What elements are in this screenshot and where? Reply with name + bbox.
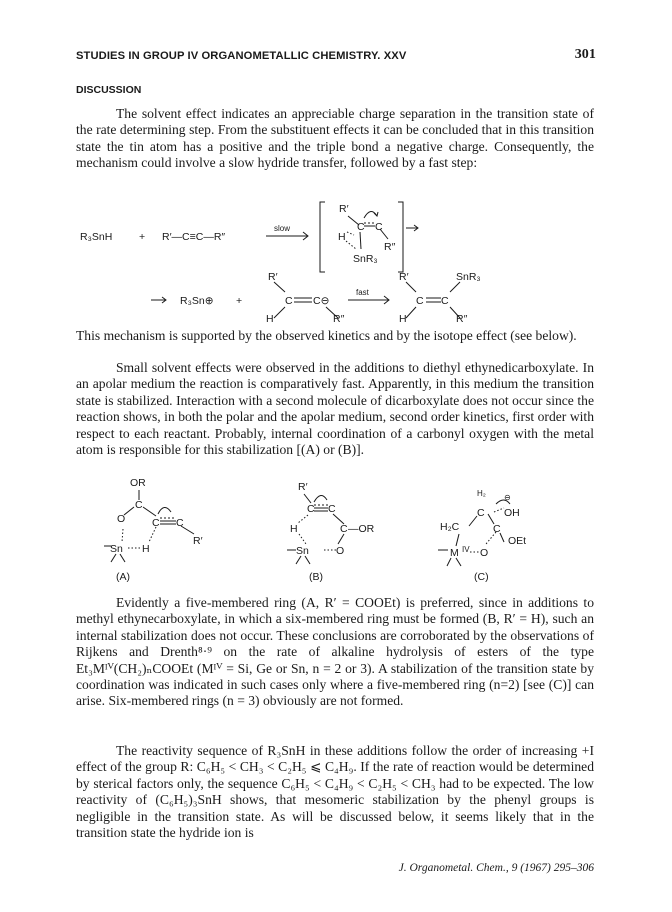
struct-b-o: O: [336, 545, 345, 557]
paragraph-1: The solvent effect indicates an appreciable charge separation in the transition state of the rate determining step. From the substituent effects it can be concluded that in this transition state the tin atom has a positive and the triple bond a negative charge. Consequently, the mechanism could involve a slow hydride transfer, followed by a fast step:: [76, 106, 594, 171]
int-r-prime: R′: [268, 271, 278, 283]
reaction-scheme: [76, 192, 596, 322]
arrow-label-fast: fast: [356, 288, 369, 297]
int-hydrogen: H: [266, 313, 274, 322]
int-r-double-prime: R″: [333, 313, 345, 322]
int-carbon-1: C: [285, 295, 293, 307]
prod-hydrogen: H: [399, 313, 407, 322]
ts-carbon-1: C: [357, 221, 365, 233]
struct-a-or: OR: [130, 477, 146, 489]
struct-b-c2: C: [328, 503, 336, 515]
ts-snr3: SnR₃: [353, 253, 378, 265]
struct-c-m: M: [450, 547, 459, 559]
ts-r-double-prime: R″: [384, 241, 396, 253]
ts-carbon-2: C: [375, 221, 383, 233]
structures-abc: [76, 472, 596, 584]
struct-c-label: (C): [474, 571, 489, 583]
page-number: 301: [574, 47, 596, 62]
struct-b-c3: C: [340, 523, 348, 535]
plus-sign: +: [139, 231, 146, 243]
paragraph-5: The reactivity sequence of R₃SnH in these additions follow the order of increasing +I effect of the group R: C₆H₅ < CH₃ < C₂H₅ ⩽ C₄H₉. If the rate of reaction would be determined by sterical factors only, the sequence C₆H₅ < C₄H₉ < C₂H₅ < CH₃ had to be expected. The low reactivity of (C₆H₅)₃SnH shows, that mesomeric stabilization by the phenyl groups is negligible in the transition state. As will be discussed below, it seems likely that in the transition state the hydride ion is: [76, 743, 594, 841]
struct-c-h2: H₂: [477, 489, 486, 498]
struct-c-minus: ⊖: [504, 493, 511, 502]
running-head: [76, 47, 596, 66]
prod-carbon-1: C: [416, 295, 424, 307]
prod-r-double-prime: R″: [456, 313, 468, 322]
reactant-r3snh: R₃SnH: [80, 231, 113, 243]
prod-r-prime: R′: [399, 271, 409, 283]
ts-hydrogen: H: [338, 231, 346, 243]
struct-a-sn: Sn: [110, 543, 123, 555]
struct-a-o: O: [117, 513, 126, 525]
paragraph-2: This mechanism is supported by the observed kinetics and by the isotope effect (see below).: [76, 328, 577, 343]
stannylium-ion: R₃Sn⊕: [180, 295, 214, 307]
section-title: DISCUSSION: [76, 84, 142, 96]
arrow-label-slow: slow: [274, 224, 291, 233]
plus-sign-2: +: [236, 295, 243, 307]
struct-c-c2: C: [493, 523, 501, 535]
paragraph-4: Evidently a five-membered ring (A, R′ = COOEt) is preferred, since in additions to methyl ethynecarboxylate, in which a six-membered ring must be formed (B, R′ = H), such an internal stabilization does not occur. These conclusions are corroborated by the observations of Rijkens and Drenth⁸·⁹ on the rate of alkaline hydrolysis of esters of the type Et₃Mᴵⱽ(CH₂)ₙCOOEt (Mᴵⱽ = Si, Ge or Sn, n = 2 or 3). A stabilization of the transition state by coordination was indicated in such cases only where a five-membered ring (n=2) [see (C)] can arise. Six-membered rings (n = 3) obviously are not formed.: [76, 595, 594, 709]
ts-r-prime: R′: [339, 203, 349, 215]
struct-c-o: O: [480, 547, 489, 559]
struct-b-r-prime: R′: [298, 481, 308, 493]
struct-b-or: —OR: [348, 523, 375, 535]
struct-a-r-prime: R′: [193, 535, 203, 547]
int-carbanion: C⊖: [313, 295, 330, 307]
prod-carbon-2: C: [441, 295, 449, 307]
struct-c-miv: IV: [462, 545, 470, 554]
struct-a-label: (A): [116, 571, 130, 583]
running-title: STUDIES IN GROUP IV ORGANOMETALLIC CHEMISTRY. XXV: [76, 50, 407, 62]
struct-b-sn: Sn: [296, 545, 309, 557]
struct-b-h: H: [290, 523, 298, 535]
struct-a-h: H: [142, 543, 150, 555]
struct-a-c2: C: [152, 517, 160, 529]
struct-c-c1: C: [477, 507, 485, 519]
reactant-alkyne: R′—C≡C—R″: [162, 231, 226, 243]
journal-citation: J. Organometal. Chem., 9 (1967) 295–306: [398, 862, 594, 874]
struct-c-oet: OEt: [508, 535, 527, 547]
struct-a-c1: C: [135, 499, 143, 511]
struct-b-label: (B): [309, 571, 323, 583]
struct-b-c1: C: [307, 503, 315, 515]
prod-snr3: SnR₃: [456, 271, 481, 283]
struct-c-oh: OH: [504, 507, 520, 519]
struct-c-h2c: H₂C: [440, 521, 460, 533]
paragraph-3: Small solvent effects were observed in the additions to diethyl ethynedicarboxylate. In an apolar medium the reaction is comparatively fast. Apparently, in this medium the transition state is stabilized. Interaction with a second molecule of dicarboxylate does not occur since the reaction shows, in both the polar and the apolar medium, second order kinetics, first order with respect to each reactant. Probably, internal coordination of a carbonyl oxygen with the metal atom is responsible for this stabilization [(A) or (B)].: [76, 360, 594, 458]
struct-a-c3: C: [176, 517, 184, 529]
